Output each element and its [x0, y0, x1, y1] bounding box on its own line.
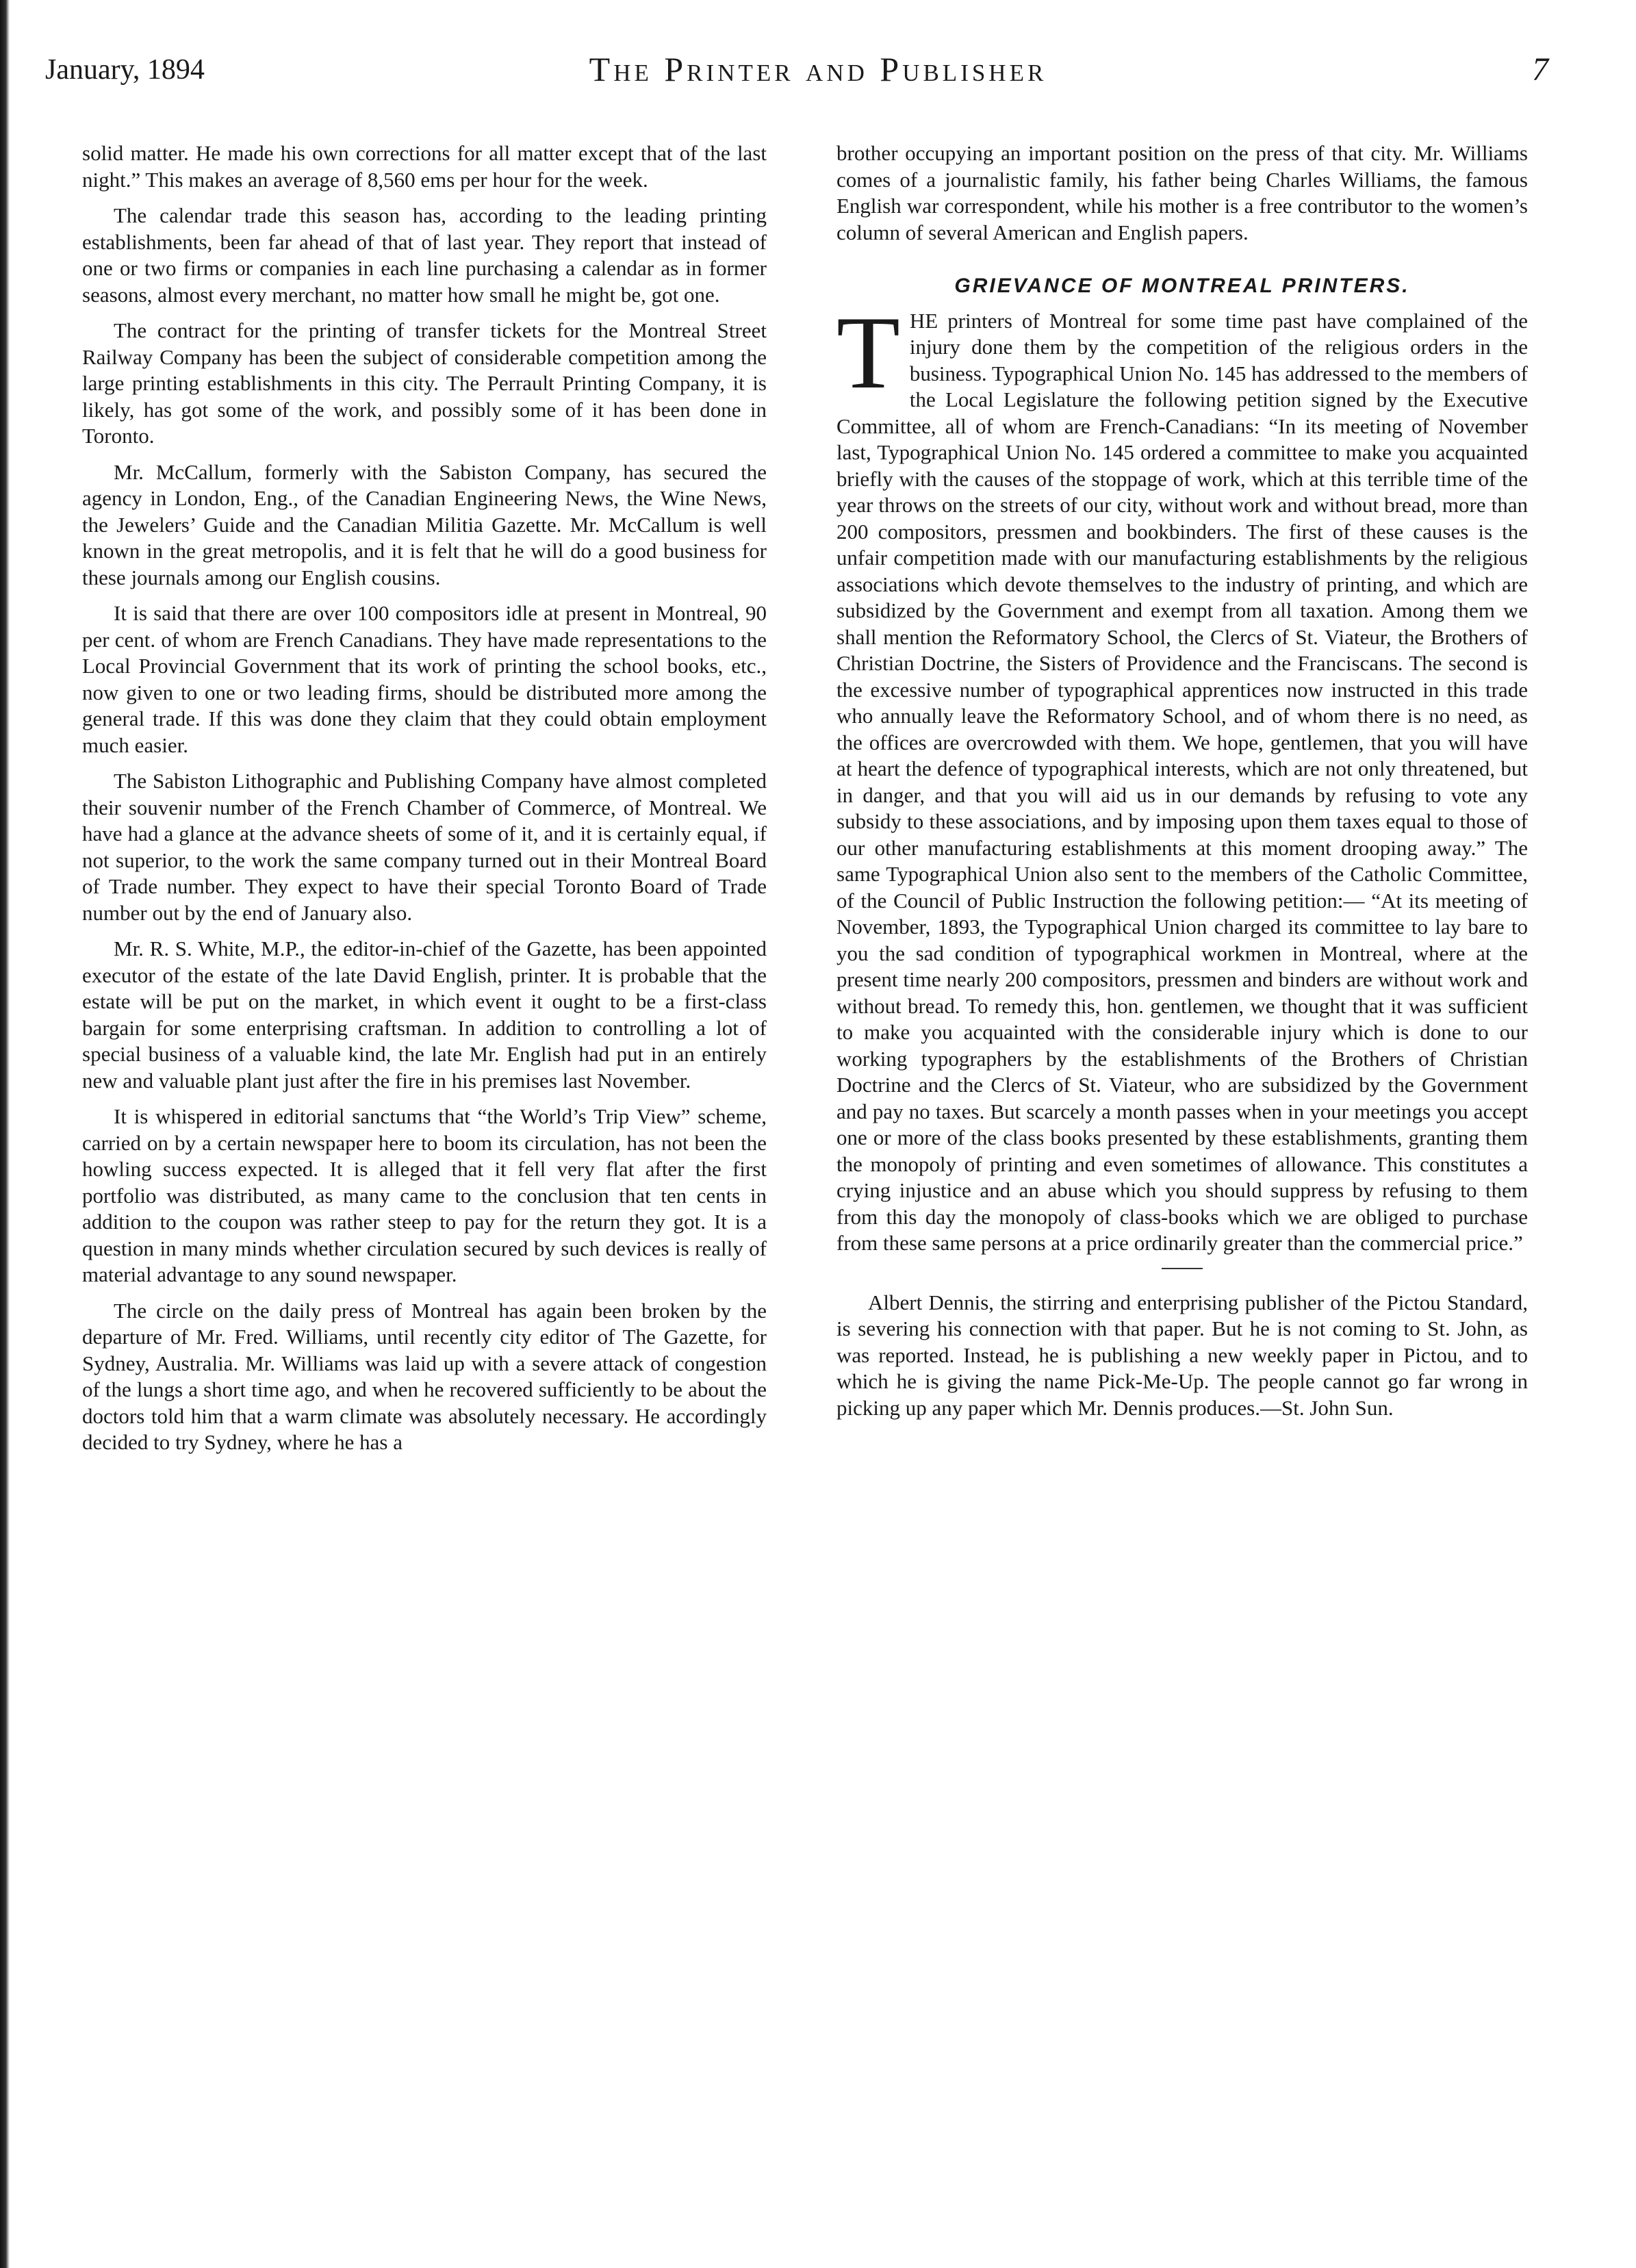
right-column	[836, 140, 1528, 1421]
page-number: 7	[1532, 51, 1548, 88]
section-divider	[1162, 1268, 1203, 1269]
paragraph: Albert Dennis, the stirring and enterprising publisher of the Pictou Standard, is severing his connection with that paper. But he is not coming to St. John, as was reported. Instead, he is publishing a new weekly paper in Pictou, and to which he is giving the name Pick-Me-Up. The people cannot go far wrong in picking up any paper which Mr. Dennis produces.—St. John Sun.	[836, 1290, 1528, 1420]
paragraph: The contract for the printing of transfer tickets for the Montreal Street Railway Company has been the subject of considerable competition among the large printing establishments in this city. The Perrault Printing Company, it is likely, has got some of the work, and possibly some of it has been done in Toronto.	[82, 318, 767, 448]
paragraph: The calendar trade this season has, according to the leading printing establishments, been far ahead of that of last year. They report that instead of one or two firms or companies in each line purchasing a calendar as in former seasons, almost every merchant, no matter how small he might be, got one.	[82, 203, 767, 307]
paragraph: solid matter. He made his own corrections for all matter except that of the last night.” This makes an average of 8,560 ems per hour for the week.	[82, 141, 767, 192]
paragraph: It is said that there are over 100 compositors idle at present in Montreal, 90 per cent. of whom are French Canadians. They have made representations to the Local Provincial Government that its work of printing the school books, etc., now given to one or two leading firms, should be distributed more among the general trade. If this was done they claim that they could obtain employment much easier.	[82, 601, 767, 757]
scan-edge	[0, 0, 10, 2268]
paragraph: It is whispered in editorial sanctums that “the World’s Trip View” scheme, carried on by a certain newspaper here to boom its circulation, has not been the howling success expected. It is alleged that it fell very flat after the first portfolio was distributed, as many came to the conclusion that ten cents in addition to the coupon was rather steep to pay for the return they got. It is a question in many minds whether circulation secured by such devices is really of material advantage to any sound newspaper.	[82, 1104, 767, 1286]
lead-paragraph	[836, 294, 1528, 1257]
publication-title: The Printer and Publisher	[589, 50, 1047, 88]
section-heading: GRIEVANCE OF MONTREAL PRINTERS.	[954, 275, 1410, 297]
paragraph: The circle on the daily press of Montreal has again been broken by the departure of Mr. Fred. Williams, until recently city editor of The Gazette, for Sydney, Australia. Mr. Williams was laid up with a severe attack of congestion of the lungs a short time ago, and when he recovered sufficiently to be about the doctors told him that a warm climate was absolutely necessary. He accordingly decided to try Sydney, where he has a	[82, 1298, 767, 1454]
issue-date: January, 1894	[45, 54, 205, 86]
paragraph: The Sabiston Lithographic and Publishing Company have almost completed their souvenir number of the French Chamber of Commerce, of Montreal. We have had a glance at the advance sheets of some of it, and it is certainly equal, if not superior, to the work the same company turned out in their Montreal Board of Trade number. They expect to have their special Toronto Board of Trade number out by the end of January also.	[82, 769, 767, 925]
page-header	[0, 0, 1636, 110]
paragraph: Mr. McCallum, formerly with the Sabiston Company, has secured the agency in London, Eng., of the Canadian Engineering News, the Wine News, the Jewelers’ Guide and the Canadian Militia Gazette. Mr. McCallum is well known in the great metropolis, and it is felt that he will do a good business for these journals among our English cousins.	[82, 459, 767, 589]
left-column	[82, 140, 767, 1456]
lead-paragraph-text: HE printers of Montreal for some time past have complained of the injury done them by the competition of the religious orders in the business. Typographical Union No. 145 has addressed to the members of the Local Legislature the following petition signed by the Executive Committee, all of whom are French-Canadians: “In its meeting of November last, Typographical Union No. 145 ordered a committee to make you acquainted briefly with the causes of the stoppage of work, which at this terrible time of the year throws on the streets of our city, without work and without bread, more than 200 compositors, pressmen and bookbinders. The first of these causes is the unfair competition made with our manufacturing establishments by the religious associations which devote themselves to the industry of printing, and which are subsidized by the Government and exempt from all taxation. Among them we shall mention the Reformatory School, the Clercs of St. Viateur, the Brothers of Christian Doctrine, the Sisters of Providence and the Franciscans. The second is the excessive number of typographical apprentices now instructed in this trade who annually leave the Reformatory School, and of whom there is no need, as the offices are overcrowded with them. We hope, gentlemen, that you will have at heart the defence of typographical interests, which are not only threatened, but in danger, and that you will aid us in our demands by refusing to vote any subsidy to these associations, and by imposing upon them taxes equal to those of our other manufacturing establishments at this moment drooping away.” The same Typographical Union also sent to the members of the Catholic Committee, of the Council of Public Instruction the following petition:— “At its meeting of November, 1893, the Typographical Union charged its committee to lay bare to you the sad condition of typographical workmen in Montreal, where at the present time nearly 200 compositors, pressmen and binders are without work and without bread. To remedy this, hon. gentlemen, we thought that it was sufficient to make you acquainted with the considerable injury which is done to our working typographers by the establishments of the Brothers of Christian Doctrine and the Clercs of St. Viateur, who are subsidized by the Government and pay no taxes. But scarcely a month passes when in your meetings you accept one or more of the class books presented by these establishments, granting them the monopoly of printing and even sometimes of allowance. This constitutes a crying injustice and an abuse which you should suppress by refusing to them from this day the monopoly of class-books which we are obliged to purchase from these same persons at a price ordinarily greater than the commercial price.”	[836, 308, 1528, 1255]
paragraph: brother occupying an important position on the press of that city. Mr. Williams comes of a journalistic family, his father being Charles Williams, the famous English war correspondent, while his mother is a free contributor to the women’s column of several American and English papers.	[836, 141, 1528, 244]
paragraph: Mr. R. S. White, M.P., the editor-in-chief of the Gazette, has been appointed executor of the estate of the late David English, printer. It is probable that the estate will be put on the market, in which event it ought to be a first-class bargain for some enterprising craftsman. In addition to controlling a lot of special business of a valuable kind, the late Mr. English had put in an entirely new and valuable plant just after the fire in his premises last November.	[82, 936, 767, 1093]
drop-cap: T	[836, 294, 900, 410]
